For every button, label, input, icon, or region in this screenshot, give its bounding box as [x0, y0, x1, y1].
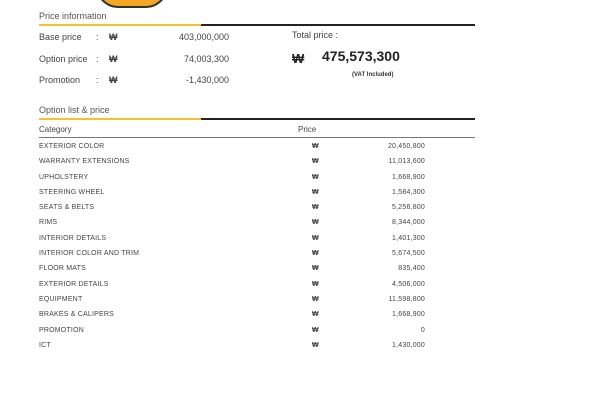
row-currency: ₩ [312, 143, 319, 150]
row-price: 5,674,500 [392, 250, 425, 258]
row-price: 1,430,000 [392, 341, 425, 349]
row-price: 1,668,900 [392, 311, 425, 319]
row-category: SEATS & BELTS [39, 204, 95, 212]
row-category: WARRANTY EXTENSIONS [39, 158, 130, 166]
row-category: INTERIOR DETAILS [39, 234, 107, 242]
row-price: 0 [420, 326, 425, 334]
row-currency: ₩ [312, 280, 319, 288]
promotion-currency: ₩ [109, 75, 118, 85]
row-category: STEERING WHEEL [39, 188, 105, 196]
row-price: 835,400 [398, 265, 425, 273]
row-category: RIMS [39, 219, 58, 227]
price-information-title: Price information [39, 11, 107, 21]
table-row [39, 247, 475, 262]
row-currency: ₩ [312, 204, 319, 212]
table-header-divider [39, 137, 475, 138]
row-currency: ₩ [312, 219, 319, 227]
row-category: PROMOTION [39, 326, 84, 334]
table-row [39, 339, 475, 354]
option-price-currency: ₩ [109, 54, 118, 64]
base-price-label: Base price [39, 32, 82, 42]
row-price: 4,506,000 [392, 280, 425, 288]
table-row [39, 278, 475, 293]
row-price: 11,013,600 [388, 158, 425, 166]
option-list-rule [39, 118, 475, 120]
total-price-currency: ₩ [292, 51, 305, 66]
row-currency: ₩ [312, 173, 319, 181]
row-category: ICT [39, 341, 51, 349]
row-price: 8,344,000 [392, 219, 425, 227]
price-information-rule-accent [39, 24, 201, 26]
row-currency: ₩ [312, 311, 319, 319]
table-row [39, 155, 475, 170]
base-price-value: 403,000,000 [178, 32, 229, 42]
brand-logo-circle [96, 0, 168, 8]
row-currency: ₩ [312, 265, 319, 273]
table-row [39, 262, 475, 277]
row-price: 20,450,800 [387, 143, 425, 150]
table-row [39, 186, 475, 201]
base-price-colon: : [96, 32, 99, 42]
row-price: 1,401,300 [392, 234, 425, 242]
row-currency: ₩ [312, 158, 319, 166]
option-price-value: 74,003,300 [183, 54, 229, 64]
row-currency: ₩ [312, 326, 319, 334]
promotion-label: Promotion [39, 75, 81, 85]
table-row [39, 324, 475, 339]
row-category: UPHOLSTERY [39, 173, 89, 181]
table-row [39, 171, 475, 186]
row-currency: ₩ [312, 234, 319, 242]
row-price: 11,598,800 [388, 295, 425, 303]
table-row [39, 308, 475, 323]
price-information-rule [39, 24, 475, 26]
base-price-currency: ₩ [109, 32, 118, 42]
row-category: EQUIPMENT [39, 295, 83, 303]
total-price-label: Total price : [292, 30, 339, 40]
row-category: INTERIOR COLOR AND TRIM [39, 250, 140, 258]
row-category: EXTERIOR COLOR [39, 143, 105, 150]
total-price-value: 475,573,300 [322, 48, 400, 64]
row-category: BRAKES & CALIPERS [39, 311, 114, 319]
row-currency: ₩ [312, 250, 319, 258]
table-row [39, 293, 475, 308]
row-price: 1,668,900 [392, 173, 425, 181]
row-category: FLOOR MATS [39, 265, 86, 273]
option-price-colon: : [96, 54, 99, 64]
option-price-label: Option price [39, 54, 88, 64]
table-row [39, 201, 475, 216]
promotion-colon: : [96, 75, 99, 85]
row-currency: ₩ [312, 188, 319, 196]
row-currency: ₩ [312, 295, 319, 303]
vat-included-note: (VAT Included) [352, 72, 394, 78]
option-table-body [39, 140, 475, 354]
price-column-header: Price [298, 125, 317, 134]
row-price: 1,584,300 [392, 188, 425, 196]
row-price: 5,256,800 [392, 204, 425, 212]
row-currency: ₩ [312, 341, 319, 349]
category-column-header: Category [39, 125, 72, 134]
row-category: EXTERIOR DETAILS [39, 280, 109, 288]
table-row [39, 232, 475, 247]
option-list-title: Option list & price [39, 105, 110, 115]
table-row [39, 140, 475, 155]
table-row [39, 216, 475, 231]
option-list-rule-accent [39, 118, 201, 120]
promotion-value: -1,430,000 [185, 75, 229, 85]
option-table-header [39, 125, 475, 137]
